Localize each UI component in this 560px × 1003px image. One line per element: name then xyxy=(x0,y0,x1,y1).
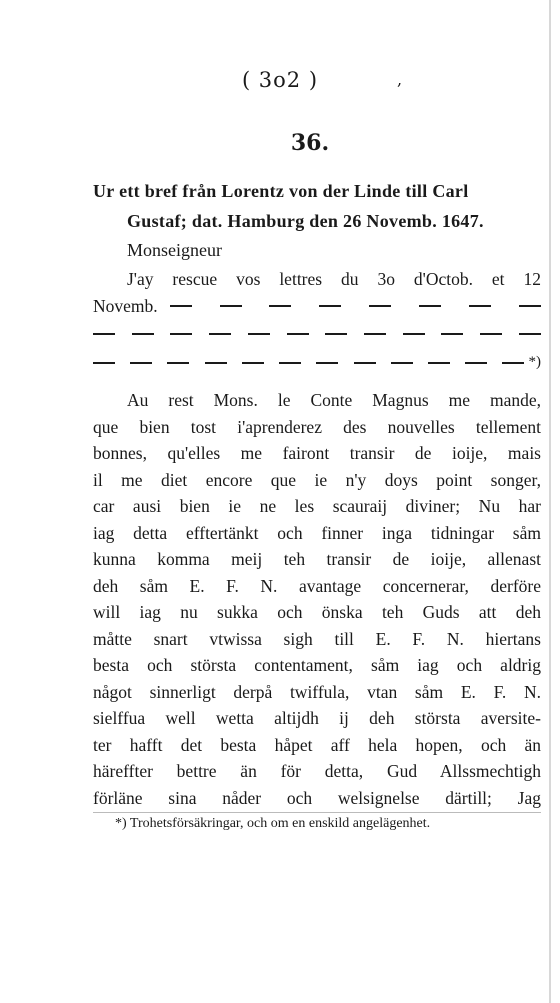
footnote-ref: *) xyxy=(528,354,541,371)
stray-mark: , xyxy=(397,70,404,89)
omission-dashes xyxy=(170,305,541,307)
paragraph-line: ter hafft det besta håpet aff hela hopen, och än xyxy=(93,734,541,755)
paragraph-line: bonnes, qu'elles me fairont transir de ioije, mais xyxy=(93,443,541,463)
footnote: *) Trohetsförsäkringar, och om en enskild angelägenhet. xyxy=(115,816,431,831)
omission-dashes xyxy=(93,319,541,348)
paragraph-line: Au rest Mons. le Conte Magnus me mande, xyxy=(127,390,541,410)
footnote-divider xyxy=(93,812,541,813)
paragraph-line: deh såm E. F. N. avantage concernerar, derföre xyxy=(93,575,541,596)
paragraph-line: iag detta efftertänkt och finner inga tidningar såm xyxy=(93,522,541,543)
paragraph-line: que bien tost i'aprenderez des nouvelles tellement xyxy=(93,416,541,437)
letter-body xyxy=(93,266,541,811)
title-line-2: Gustaf; dat. Hamburg den 26 Novemb. 1647. xyxy=(127,211,484,231)
page-edge xyxy=(549,0,551,1003)
paragraph-line: will iag nu sukka och önska teh Guds att deh xyxy=(93,602,541,622)
section-number: 36. xyxy=(290,130,330,156)
paragraph-line: måtte snart vtwissa sigh till E. F. N. hiertans xyxy=(93,628,541,649)
omission-dashes-end xyxy=(93,348,541,377)
paragraph-line: il me diet encore que ie n'y doys point songer, xyxy=(93,469,541,490)
letter-title xyxy=(93,176,543,236)
paragraph-line: häreffter bettre än för detta, Gud Allssmechtigh xyxy=(93,761,541,781)
page-number: ( 3o2 ) xyxy=(241,68,319,92)
opening-line: J'ay rescue vos lettres du 3o d'Octob. et 12 xyxy=(127,269,541,289)
paragraph-line: car ausi bien ie ne les scauraij diviner; Nu har xyxy=(93,496,541,516)
paragraph-line: sielffua well wetta altijdh ij deh största aversite- xyxy=(93,708,541,728)
salutation: Monseigneur xyxy=(127,240,222,260)
paragraph-line: något sinnerligt derpå twiffula, vtan såm E. F. N. xyxy=(93,681,541,702)
opening-word: Novemb. xyxy=(93,295,158,316)
opening-line-2 xyxy=(93,293,541,320)
title-line-1: Ur ett bref från Lorentz von der Linde till Carl xyxy=(93,181,469,201)
paragraph-line: besta och största contentament, såm iag och aldrig xyxy=(93,655,541,675)
page-header xyxy=(0,68,560,92)
paragraph-line: kunna komma meij teh transir de ioije, allenast xyxy=(93,549,541,569)
paragraph-line: förläne sina nåder och welsignelse därtill; Jag xyxy=(93,787,541,808)
